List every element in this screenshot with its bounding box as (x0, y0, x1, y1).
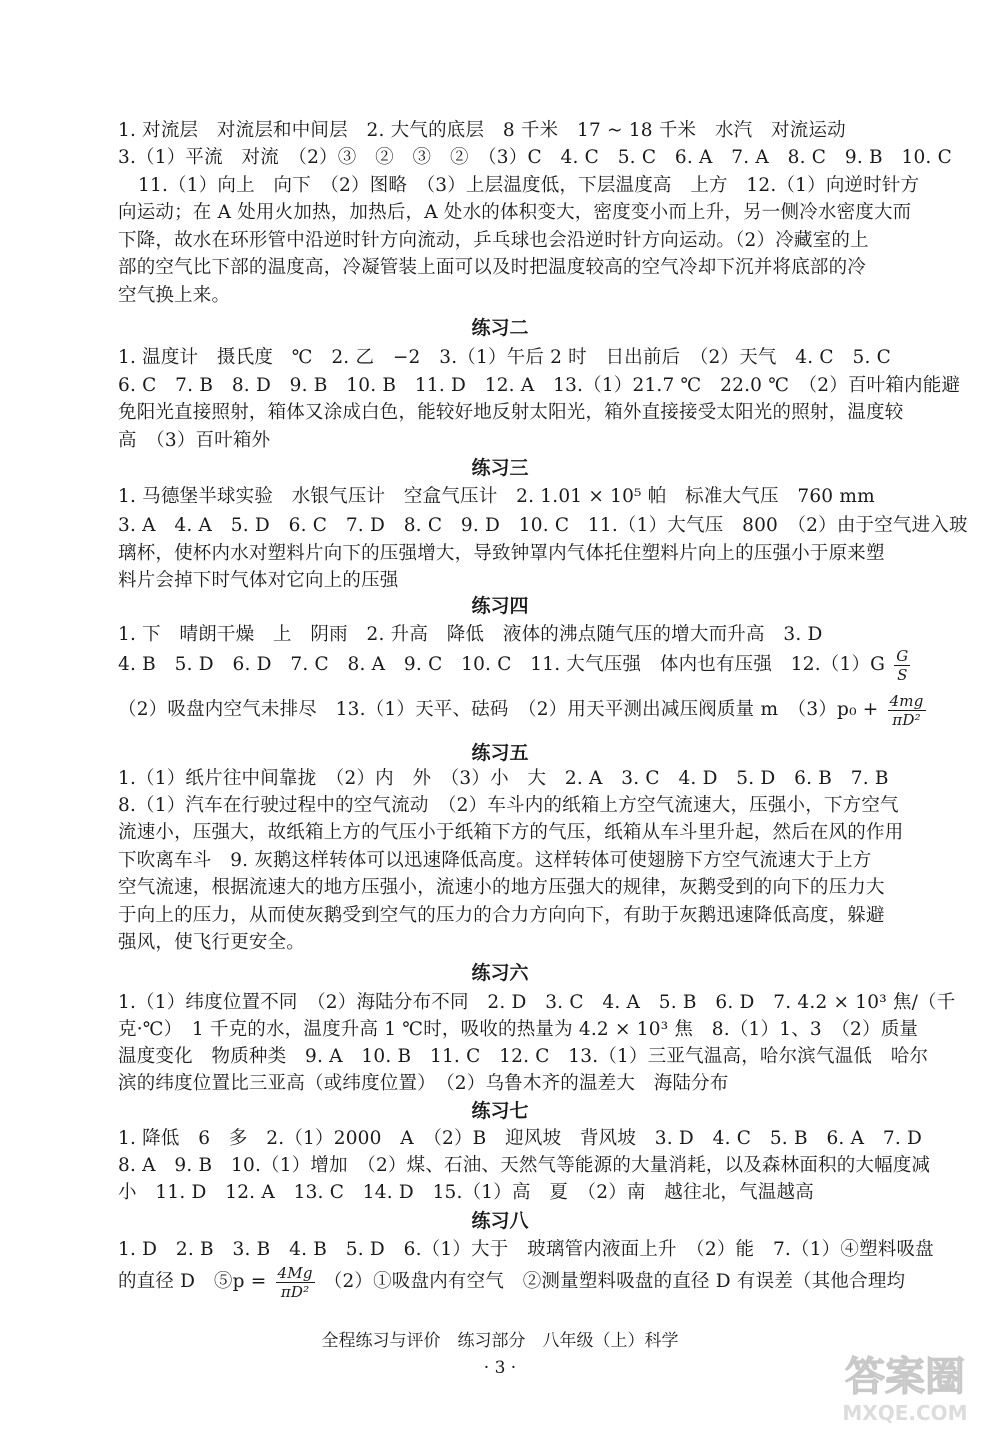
text-span: 4. B 5. D 6. D 7. C 8. A 9. C 10. C 11. 大气压强 体内也有压强 12.（1）G (118, 654, 886, 675)
fraction-denominator: S (897, 665, 908, 684)
fraction-numerator: 4Mg (277, 1263, 313, 1282)
text-line: 3.（1）平流 对流 （2）③ ② ③ ② （3）C 4. C 5. C 6. A 7. A 8. C 9. B 10. C (118, 147, 952, 168)
text-span: （2）吸盘内空气未排尽 13.（1）天平、砝码 （2）用天平测出减压阀质量 m （3）p₀ + (118, 699, 879, 720)
text-line: 下降，故水在环形管中沿逆时针方向流动，乒乓球也会沿逆时针方向运动。（2）冷藏室的上 (118, 230, 869, 251)
text-line: 强风，使飞行更安全。 (118, 932, 306, 953)
text-line: 下吹离车斗 9. 灰鹅这样转体可以迅速降低高度。这样转体可使翅膀下方空气流速大于上方 (118, 850, 872, 871)
section-heading-5: 练习五 (471, 742, 529, 764)
text-line: 3. A 4. A 5. D 6. C 7. D 8. C 9. D 10. C 11.（1）大气压 800 （2）由于空气进入玻 (118, 515, 968, 536)
section-heading-4: 练习四 (471, 595, 529, 617)
book-title-footer: 全程练习与评价 练习部分 八年级（上）科学 (321, 1331, 679, 1351)
text-line: 11.（1）向上 向下 （2）图略 （3）上层温度低，下层温度高 上方 12.（1）向逆时针方 (138, 175, 920, 196)
watermark-url: MXQE.COM (842, 1401, 968, 1425)
text-span: （2）①吸盘内有空气 ②测量塑料吸盘的直径 D 有误差（其他合理均 (323, 1271, 906, 1292)
text-line: 小 11. D 12. A 13. C 14. D 15.（1）高 夏 （2）南 越往北，气温越高 (118, 1182, 814, 1203)
watermark-text: 答案圈 (845, 1354, 965, 1400)
text-line: 1. 下 晴朗干燥 上 阴雨 2. 升高 降低 液体的沸点随气压的增大而升高 3. D (118, 624, 823, 645)
text-line: 1. 温度计 摄氏度 ℃ 2. 乙 −2 3.（1）午后 2 时 日出前后 （2）天气 4. C 5. C (118, 347, 891, 368)
text-line: 流速小，压强大，故纸箱上方的气压小于纸箱下方的气压，纸箱从车斗里升起，然后在风的作用 (118, 822, 904, 843)
text-line: 免阳光直接照射，箱体又涂成白色，能较好地反射太阳光，箱外直接接受太阳光的照射，温度较 (118, 402, 904, 423)
text-line: 空气换上来。 (118, 285, 231, 306)
text-line: 1. 降低 6 多 2.（1）2000 A （2）B 迎风坡 背风坡 3. D 4. C 5. B 6. A 7. D (118, 1128, 923, 1149)
text-line: 高 （3）百叶箱外 (118, 430, 271, 451)
text-line: 温度变化 物质种类 9. A 10. B 11. C 12. C 13.（1）三亚气温高，哈尔滨气温低 哈尔 (118, 1046, 929, 1067)
text-line: 克·℃） 1 千克的水，温度升高 1 ℃时，吸收的热量为 4.2 × 10³ 焦 8.（1）1、3 （2）质量 (118, 1019, 919, 1040)
text-span: 的直径 D ⑤p = (118, 1271, 267, 1292)
section-heading-3: 练习三 (471, 457, 529, 479)
text-line: 向运动；在 A 处用火加热，加热后，A 处水的体积变大，密度变小而上升，另一侧冷水密度大而 (118, 202, 912, 223)
text-line-with-fraction (118, 690, 924, 730)
text-line: 1. 马德堡半球实验 水银气压计 空盒气压计 2. 1.01 × 10⁵ 帕 标准大气压 760 mm (118, 486, 875, 507)
text-line: 1. D 2. B 3. B 4. B 5. D 6.（1）大于 玻璃管内液面上升 （2）能 7.（1）④塑料吸盘 (118, 1239, 934, 1260)
text-line-with-fraction (118, 1262, 918, 1302)
fraction-g-over-s (894, 647, 910, 684)
text-line: 璃杯，使杯内水对塑料片向下的压强增大，导致钟罩内气体托住塑料片向上的压强小于原来塑 (118, 543, 885, 564)
text-line: 8.（1）汽车在行驶过程中的空气流动 （2）车斗内的纸箱上方空气流速大，压强小，下方空气 (118, 795, 899, 816)
text-line: 8. A 9. B 10.（1）增加 （2）煤、石油、天然气等能源的大量消耗，以及森林面积的大幅度减 (118, 1155, 931, 1176)
text-line: 6. C 7. B 8. D 9. B 10. B 11. D 12. A 13.（1）21.7 ℃ 22.0 ℃ （2）百叶箱内能避 (118, 375, 961, 396)
text-line: 部的空气比下部的温度高，冷凝管装上面可以及时把温度较高的空气冷却下沉并将底部的冷 (118, 257, 867, 278)
section-heading-8: 练习八 (471, 1210, 529, 1232)
page-number: · 3 · (483, 1358, 517, 1378)
fraction-numerator: 4mg (889, 691, 924, 710)
fraction-denominator: πD² (280, 1282, 310, 1301)
section-heading-2: 练习二 (471, 317, 529, 339)
text-line: 1.（1）纬度位置不同 （2）海陆分布不同 2. D 3. C 4. A 5. B 6. D 7. 4.2 × 10³ 焦/（千 (118, 992, 956, 1013)
text-line: 滨的纬度位置比三亚高（或纬度位置） （2）乌鲁木齐的温差大 海陆分布 (118, 1073, 729, 1094)
text-line-with-fraction (118, 645, 918, 685)
fraction-numerator: G (896, 646, 909, 665)
fraction-pressure-formula (276, 1264, 315, 1301)
section-heading-6: 练习六 (471, 962, 529, 984)
text-line: 于向上的压力，从而使灰鹅受到空气的压力的合力方向向下，有助于灰鹅迅速降低高度，躲避 (118, 905, 885, 926)
watermark-logo (820, 1340, 990, 1430)
text-line: 料片会掉下时气体对它向上的压强 (118, 570, 399, 591)
text-line: 空气流速，根据流速大的地方压强小，流速小的地方压强大的规律，灰鹅受到的向下的压力大 (118, 877, 885, 898)
text-line: 1.（1）纸片往中间靠拢 （2）内 外 （3）小 大 2. A 3. C 4. D 5. D 6. B 7. B (118, 768, 889, 789)
fraction-pressure-formula (888, 692, 926, 729)
fraction-denominator: πD² (892, 710, 921, 729)
text-line: 1. 对流层 对流层和中间层 2. 大气的底层 8 千米 17 ~ 18 千米 水汽 对流运动 (118, 120, 846, 141)
section-heading-7: 练习七 (471, 1100, 529, 1122)
